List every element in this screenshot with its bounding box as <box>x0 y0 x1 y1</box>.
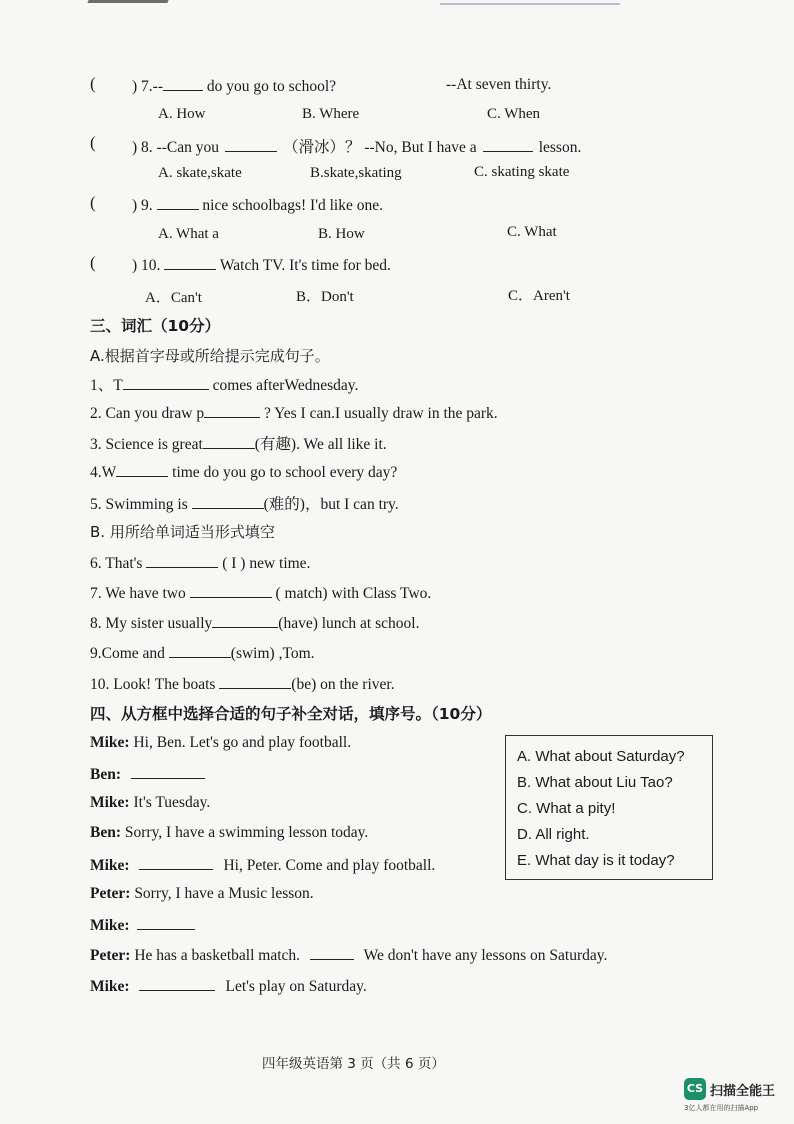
answer-blank[interactable] <box>310 945 354 960</box>
speaker: Mike: <box>90 978 130 995</box>
speaker: Ben: <box>90 824 121 841</box>
answer-blank[interactable] <box>204 403 260 418</box>
option-a: A．Can't <box>145 290 202 306</box>
answer-paren[interactable]: ( <box>90 193 96 212</box>
answer-blank[interactable] <box>163 76 203 91</box>
answer-blank[interactable] <box>225 137 277 152</box>
speaker: Mike: <box>90 794 130 811</box>
answer-blank[interactable] <box>139 855 213 870</box>
answer-blank[interactable] <box>116 462 168 477</box>
answer-blank[interactable] <box>203 434 255 449</box>
section-title: 三、词汇（10分） <box>90 317 221 335</box>
option-a: A. What a <box>158 226 219 242</box>
answer-blank[interactable] <box>146 553 218 568</box>
option-c: C. What <box>507 224 557 240</box>
option-c: C. When <box>487 106 541 122</box>
option-c: C. skating skate <box>474 164 570 180</box>
question-number: ) 8. <box>132 139 153 156</box>
answer-blank[interactable] <box>190 583 272 598</box>
scan-edge-mark <box>440 0 620 5</box>
scanner-logo-icon: CS <box>684 1078 706 1100</box>
form-item-6: 6. That's ( I ) new time. <box>90 555 311 572</box>
scan-edge-mark <box>87 0 168 3</box>
dialogue-line <box>90 915 195 935</box>
answer-blank[interactable] <box>212 613 278 628</box>
speaker: Mike: <box>90 734 130 751</box>
answer-blank[interactable] <box>123 375 209 390</box>
option-a: A. How <box>158 106 206 122</box>
vocab-item-5: 5. Swimming is (难的)，but I can try. <box>90 496 399 513</box>
part-heading: A.根据首字母或所给提示完成句子。 <box>90 347 330 365</box>
vocab-item-2: 2. Can you draw p ? Yes I can.I usually draw in the park. <box>90 405 498 422</box>
dialogue-line: Mike: Hi, Peter. Come and play football. <box>90 857 436 874</box>
speaker: Ben: <box>90 766 121 783</box>
scanner-watermark <box>684 1078 784 1114</box>
dialogue-line: Mike: Let's play on Saturday. <box>90 978 367 995</box>
question-reply: --At seven thirty. <box>446 76 552 93</box>
section-title: 四、从方框中选择合适的句子补全对话，填序号。（10分） <box>90 705 492 723</box>
option-c: C．Aren't <box>508 288 570 304</box>
answer-blank[interactable] <box>483 137 533 152</box>
question-number: ) 7. <box>132 78 153 95</box>
answer-blank[interactable] <box>169 643 231 658</box>
page-footer: 四年级英语第 3 页（共 6 页） <box>262 1056 445 1072</box>
form-item-10: 10. Look! The boats (be) on the river. <box>90 676 395 693</box>
answer-paren[interactable]: ( <box>90 253 96 272</box>
form-item-7: 7. We have two ( match) with Class Two. <box>90 585 432 602</box>
answer-paren[interactable]: ( <box>90 133 96 152</box>
box-option-a: A. What about Saturday? <box>517 748 685 765</box>
answer-blank[interactable] <box>157 195 199 210</box>
speaker: Peter: <box>90 885 131 902</box>
option-a: A. skate,skate <box>158 165 242 181</box>
dialogue-line <box>90 764 205 784</box>
answer-blank[interactable] <box>131 764 205 779</box>
dialogue-line: Peter: Sorry, I have a Music lesson. <box>90 885 314 902</box>
dialogue-line: Mike: It's Tuesday. <box>90 794 211 811</box>
dialogue-line: Mike: Hi, Ben. Let's go and play football. <box>90 734 352 751</box>
option-b: B. How <box>318 226 365 242</box>
vocab-item-4: 4.W time do you go to school every day? <box>90 464 398 481</box>
answer-paren[interactable]: ( <box>90 74 96 93</box>
scanner-tagline: 3亿人都在用的扫描App <box>684 1104 759 1112</box>
answer-blank[interactable] <box>192 494 264 509</box>
speaker: Mike: <box>90 917 130 934</box>
answer-blank[interactable] <box>139 976 215 991</box>
scanner-app-name: 扫描全能王 <box>710 1084 776 1099</box>
vocab-item-1: 1、T comes afterWednesday. <box>90 377 359 394</box>
answer-blank[interactable] <box>137 915 195 930</box>
speaker: Peter: <box>90 947 131 964</box>
box-option-e: E. What day is it today? <box>517 852 675 869</box>
option-b: B．Don't <box>296 289 354 305</box>
options-box <box>505 735 713 880</box>
part-heading: B. 用所给单词适当形式填空 <box>90 523 275 541</box>
box-option-b: B. What about Liu Tao? <box>517 774 673 791</box>
question-number: ) 10. <box>132 257 161 274</box>
vocab-item-3: 3. Science is great (有趣). We all like it. <box>90 436 387 453</box>
answer-blank[interactable] <box>164 255 216 270</box>
speaker: Mike: <box>90 857 130 874</box>
answer-blank[interactable] <box>219 674 291 689</box>
form-item-8: 8. My sister usually (have) lunch at school. <box>90 615 420 632</box>
form-item-9: 9.Come and (swim) ,Tom. <box>90 645 315 662</box>
question-number: ) 9. <box>132 197 153 214</box>
dialogue-line: Ben: Sorry, I have a swimming lesson today. <box>90 824 369 841</box>
option-b: B.skate,skating <box>310 165 402 181</box>
dialogue-line: Peter: He has a basketball match. We don't have any lessons on Saturday. <box>90 947 608 964</box>
option-b: B. Where <box>302 106 360 122</box>
box-option-c: C. What a pity! <box>517 800 616 817</box>
box-option-d: D. All right. <box>517 826 590 843</box>
